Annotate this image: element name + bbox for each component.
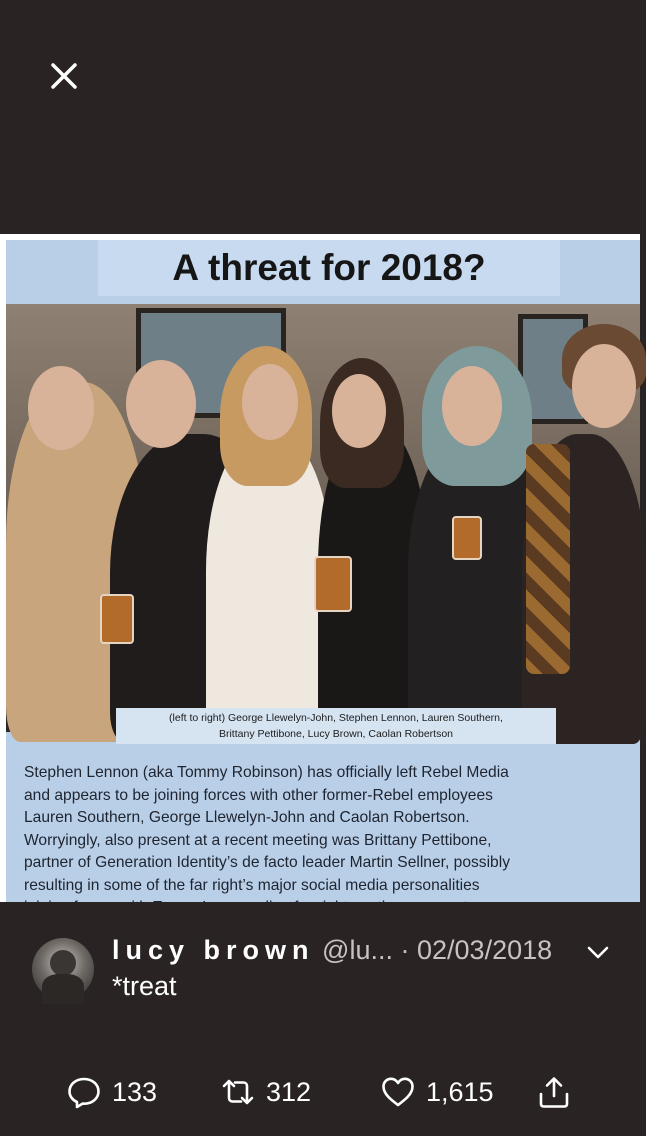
group-photo [6,304,640,732]
beer-glass [100,594,134,644]
scarf [526,444,570,674]
person-face [332,374,386,448]
article-line: and appears to be joining forces with other former-Rebel employees [24,786,493,804]
beer-glass [452,516,482,560]
article-body [24,762,630,920]
avatar-figure [50,950,76,976]
person-face [126,360,196,448]
tweet-actions [0,1068,640,1116]
avatar[interactable] [32,938,94,1000]
article-line: Stephen Lennon (aka Tommy Robinson) has officially left Rebel Media [24,764,509,781]
avatar-figure-body [42,974,84,1004]
person-face [242,364,298,440]
article-line: Worryingly, also present at a recent meeting was Brittany Pettibone, [24,831,492,849]
chevron-down-icon [584,938,612,966]
tweet-header [112,930,562,970]
photo-caption [116,708,556,744]
reply-button[interactable] [66,1068,157,1116]
viewer-top-bar [0,0,640,232]
tweet-date[interactable]: 02/03/2018 [417,935,553,965]
separator-dot: · [400,935,410,965]
article-line: partner of Generation Identity’s de facto leader Martin Sellner, possibly [24,854,510,871]
clipping-headline: A threat for 2018? [98,240,560,296]
person-face [28,366,94,450]
share-icon [536,1074,572,1110]
retweet-icon [220,1074,256,1110]
tweet-panel [0,902,640,1136]
caption-line: Brittany Pettibone, Lucy Brown, Caolan Robertson [218,728,454,740]
reply-count: 133 [112,1076,158,1107]
article-line: Lauren Southern, George Llewelyn-John and Caolan Robertson. [24,809,470,826]
heart-icon [380,1074,416,1110]
close-icon [40,52,88,100]
tweet-media-image[interactable] [0,234,640,902]
person-face [442,366,502,446]
share-button[interactable] [536,1068,572,1116]
display-name[interactable]: lucy brown [112,935,315,965]
like-count: 1,615 [426,1076,494,1107]
person-face [572,344,636,428]
retweet-count: 312 [266,1076,312,1107]
reply-icon [66,1074,102,1110]
like-button[interactable] [380,1068,494,1116]
newspaper-clipping [6,240,640,902]
beer-glass [314,556,352,612]
more-options-button[interactable] [584,938,612,966]
user-handle[interactable]: @lu... [322,935,393,965]
tweet-text: *treat [112,971,177,1001]
retweet-button[interactable] [220,1068,311,1116]
article-line: resulting in some of the far right’s major social media personalities [24,876,480,894]
close-button[interactable] [40,52,88,100]
caption-line: (left to right) George Llewelyn-John, Stephen Lennon, Lauren Southern, [169,712,503,724]
